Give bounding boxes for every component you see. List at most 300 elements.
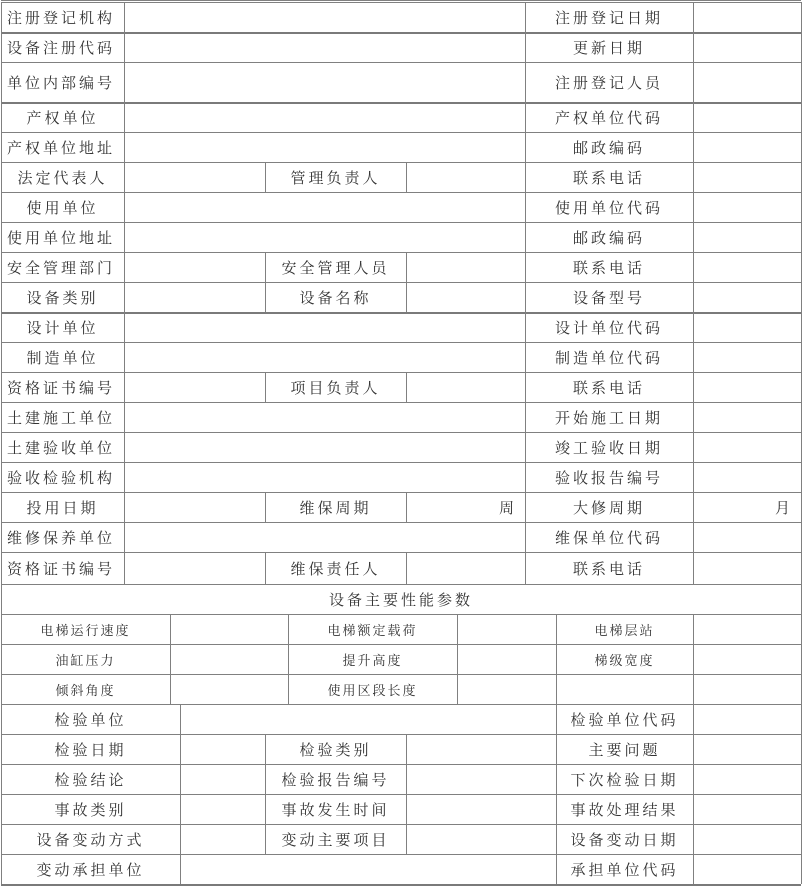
divider <box>525 102 526 132</box>
divider <box>1 614 2 644</box>
row-right-label: 大修周期 <box>572 498 645 517</box>
divider <box>124 32 125 62</box>
divider <box>288 674 289 704</box>
divider <box>693 402 694 432</box>
divider <box>406 794 407 824</box>
row-label: 设备注册代码 <box>7 38 116 57</box>
input-field[interactable] <box>693 462 801 492</box>
divider <box>406 552 407 584</box>
divider <box>801 584 802 614</box>
param-input[interactable] <box>693 644 801 674</box>
row-right-label: 制造单位代码 <box>554 348 663 367</box>
divider <box>525 2 526 32</box>
divider <box>1 764 2 794</box>
divider <box>525 402 526 432</box>
row-label: 资格证书编号 <box>7 559 116 578</box>
divider <box>124 252 125 282</box>
divider <box>1 674 2 704</box>
input-field[interactable] <box>406 794 556 824</box>
divider <box>556 824 557 854</box>
row-label: 产权单位地址 <box>7 138 116 157</box>
divider <box>556 854 557 884</box>
input-field[interactable] <box>124 162 265 192</box>
divider <box>693 162 694 192</box>
input-field[interactable] <box>693 432 801 462</box>
row-label: 单位内部编号 <box>7 73 116 92</box>
divider <box>1 102 2 132</box>
divider <box>1 32 2 62</box>
input-field[interactable] <box>124 522 525 552</box>
divider <box>1 462 2 492</box>
divider <box>265 764 266 794</box>
divider <box>1 402 2 432</box>
input-field[interactable] <box>124 462 525 492</box>
input-field[interactable] <box>180 794 265 824</box>
divider <box>124 432 125 462</box>
divider <box>525 132 526 162</box>
divider <box>801 402 802 432</box>
divider <box>801 312 802 342</box>
input-field[interactable] <box>693 734 801 764</box>
param-label: 倾斜角度 <box>55 683 116 699</box>
input-field[interactable] <box>693 192 801 222</box>
divider <box>1 854 2 884</box>
divider <box>693 734 694 764</box>
divider <box>1 192 2 222</box>
divider <box>170 644 171 674</box>
row-right-label: 注册登记人员 <box>554 73 663 92</box>
divider <box>801 372 802 402</box>
row-right-label: 竣工验收日期 <box>554 438 663 457</box>
divider <box>265 282 266 312</box>
inspection-right-label: 事故处理结果 <box>570 800 679 819</box>
divider <box>1 342 2 372</box>
divider <box>124 192 125 222</box>
row-right-label: 设计单位代码 <box>554 318 663 337</box>
param-input[interactable] <box>693 614 801 644</box>
input-field[interactable] <box>693 252 801 282</box>
param-label: 使用区段长度 <box>327 683 418 699</box>
row-right-label: 联系电话 <box>572 559 645 578</box>
input-field[interactable] <box>693 794 801 824</box>
input-field[interactable] <box>406 764 556 794</box>
input-field[interactable] <box>124 252 265 282</box>
row-label: 维修保养单位 <box>7 528 116 547</box>
divider <box>1 282 2 312</box>
inspection-label: 事故类别 <box>54 800 127 819</box>
input-field[interactable] <box>693 704 801 734</box>
input-field[interactable] <box>693 162 801 192</box>
divider <box>801 342 802 372</box>
input-field[interactable] <box>124 132 525 162</box>
param-label: 电梯运行速度 <box>40 623 131 639</box>
input-field[interactable] <box>124 552 265 584</box>
divider <box>406 282 407 312</box>
divider <box>556 644 557 674</box>
divider <box>525 62 526 102</box>
inspection-right-label: 主要问题 <box>588 740 661 759</box>
param-input[interactable] <box>170 674 288 704</box>
row-mid-label: 设备名称 <box>299 288 372 307</box>
divider <box>801 62 802 102</box>
row-label: 土建施工单位 <box>7 408 116 427</box>
row-right-label: 注册登记日期 <box>554 8 663 27</box>
input-field[interactable] <box>124 372 265 402</box>
divider <box>693 222 694 252</box>
divider <box>801 222 802 252</box>
divider <box>525 372 526 402</box>
row-label: 投用日期 <box>26 498 99 517</box>
row-mid-label: 项目负责人 <box>290 378 381 397</box>
divider <box>801 614 802 644</box>
divider <box>525 282 526 312</box>
divider <box>124 162 125 192</box>
input-field[interactable] <box>124 492 265 522</box>
divider <box>693 854 694 884</box>
param-input[interactable] <box>170 644 288 674</box>
divider <box>556 794 557 824</box>
row-right-label: 产权单位代码 <box>554 108 663 127</box>
inspection-label: 变动承担单位 <box>36 860 145 879</box>
divider <box>525 192 526 222</box>
input-field[interactable] <box>693 282 801 312</box>
divider <box>170 674 171 704</box>
divider <box>801 522 802 552</box>
divider <box>525 32 526 62</box>
divider <box>124 462 125 492</box>
row-right-label: 联系电话 <box>572 378 645 397</box>
input-field[interactable] <box>406 282 525 312</box>
divider <box>693 342 694 372</box>
row-right-label: 维保单位代码 <box>554 528 663 547</box>
divider <box>693 282 694 312</box>
divider <box>801 462 802 492</box>
divider <box>265 824 266 854</box>
divider <box>406 734 407 764</box>
row-mid-label: 管理负责人 <box>290 168 381 187</box>
inspection-label: 检验结论 <box>54 770 127 789</box>
divider <box>801 132 802 162</box>
row-mid-label: 维保责任人 <box>290 559 381 578</box>
divider <box>801 644 802 674</box>
param-label: 电梯层站 <box>594 623 655 639</box>
divider <box>1 432 2 462</box>
row-label: 使用单位地址 <box>7 228 116 247</box>
divider <box>801 854 802 884</box>
inspection-mid-label: 检验报告编号 <box>281 770 390 789</box>
divider <box>124 402 125 432</box>
divider <box>801 162 802 192</box>
divider <box>693 824 694 854</box>
divider <box>124 372 125 402</box>
divider <box>406 492 407 522</box>
input-field[interactable] <box>693 372 801 402</box>
row-right-label: 验收报告编号 <box>554 468 663 487</box>
divider <box>801 552 802 584</box>
divider <box>556 674 557 704</box>
divider <box>525 432 526 462</box>
divider <box>457 644 458 674</box>
divider <box>1 162 2 192</box>
row-label: 制造单位 <box>26 348 99 367</box>
row-label: 设计单位 <box>26 318 99 337</box>
param-input[interactable] <box>693 674 801 704</box>
divider <box>124 522 125 552</box>
inspection-label: 检验日期 <box>54 740 127 759</box>
row-right-label: 使用单位代码 <box>554 198 663 217</box>
row-right-label: 联系电话 <box>572 168 645 187</box>
input-field[interactable] <box>693 2 801 32</box>
divider <box>124 2 125 32</box>
divider <box>265 162 266 192</box>
input-field[interactable] <box>180 764 265 794</box>
divider <box>525 252 526 282</box>
divider <box>406 252 407 282</box>
divider <box>556 734 557 764</box>
input-field[interactable] <box>693 522 801 552</box>
row-right-label: 更新日期 <box>572 38 645 57</box>
divider <box>288 644 289 674</box>
divider <box>801 252 802 282</box>
divider <box>124 492 125 522</box>
divider <box>693 704 694 734</box>
divider <box>1 492 2 522</box>
divider <box>693 312 694 342</box>
divider <box>124 342 125 372</box>
divider <box>801 2 802 32</box>
input-field[interactable] <box>406 162 525 192</box>
param-input[interactable] <box>457 644 556 674</box>
input-field[interactable] <box>124 402 525 432</box>
divider <box>170 614 171 644</box>
divider <box>124 132 125 162</box>
divider <box>693 462 694 492</box>
param-label <box>556 674 693 704</box>
divider <box>556 704 557 734</box>
divider <box>801 794 802 824</box>
inspection-mid-label: 变动主要项目 <box>281 830 390 849</box>
inspection-right-label: 下次检验日期 <box>570 770 679 789</box>
row-mid-label: 维保周期 <box>299 498 372 517</box>
divider <box>124 222 125 252</box>
divider <box>1 62 2 102</box>
input-field[interactable] <box>124 62 525 102</box>
input-field[interactable] <box>693 132 801 162</box>
divider <box>693 764 694 794</box>
divider <box>1 584 2 614</box>
divider <box>693 132 694 162</box>
inspection-mid-label: 检验类别 <box>299 740 372 759</box>
input-field[interactable] <box>693 824 801 854</box>
divider <box>406 764 407 794</box>
input-field[interactable] <box>406 372 525 402</box>
input-field[interactable] <box>180 704 556 734</box>
input-field[interactable] <box>693 32 801 62</box>
input-field[interactable] <box>693 552 801 584</box>
input-field[interactable] <box>124 2 525 32</box>
divider <box>525 462 526 492</box>
unit-label: 周 <box>498 498 517 517</box>
divider <box>801 32 802 62</box>
divider <box>525 342 526 372</box>
divider <box>693 522 694 552</box>
inspection-right-label: 设备变动日期 <box>570 830 679 849</box>
row-label: 土建验收单位 <box>7 438 116 457</box>
row-right-label: 开始施工日期 <box>554 408 663 427</box>
divider <box>265 552 266 584</box>
divider <box>406 162 407 192</box>
divider <box>693 32 694 62</box>
param-input[interactable] <box>457 614 556 644</box>
inspection-mid-label: 事故发生时间 <box>281 800 390 819</box>
divider <box>124 102 125 132</box>
input-field[interactable] <box>406 252 525 282</box>
input-field[interactable] <box>693 402 801 432</box>
divider <box>1 704 2 734</box>
input-field[interactable] <box>180 734 265 764</box>
divider <box>693 492 694 522</box>
section-title: 设备主要性能参数 <box>328 590 473 609</box>
inspection-label: 设备变动方式 <box>36 830 145 849</box>
param-label: 提升高度 <box>342 653 403 669</box>
divider <box>525 522 526 552</box>
divider <box>525 492 526 522</box>
divider <box>801 764 802 794</box>
input-field[interactable] <box>693 62 801 102</box>
input-field[interactable] <box>406 734 556 764</box>
input-field[interactable] <box>124 312 525 342</box>
unit-label: 月 <box>774 498 793 517</box>
divider <box>525 312 526 342</box>
divider <box>801 282 802 312</box>
input-field[interactable] <box>406 824 556 854</box>
divider <box>1 734 2 764</box>
divider <box>693 192 694 222</box>
divider <box>1 552 2 584</box>
input-field[interactable] <box>693 764 801 794</box>
divider <box>1 222 2 252</box>
divider <box>693 674 694 704</box>
input-field[interactable] <box>124 342 525 372</box>
divider <box>693 552 694 584</box>
divider <box>265 372 266 402</box>
divider <box>124 552 125 584</box>
divider <box>801 102 802 132</box>
divider <box>1 794 2 824</box>
divider <box>265 794 266 824</box>
row-right-label: 邮政编码 <box>572 228 645 247</box>
divider <box>124 282 125 312</box>
divider <box>1 132 2 162</box>
divider <box>801 674 802 704</box>
divider <box>457 674 458 704</box>
divider <box>801 432 802 462</box>
divider <box>525 162 526 192</box>
input-field[interactable] <box>124 222 525 252</box>
divider <box>525 552 526 584</box>
row-label: 法定代表人 <box>17 168 108 187</box>
param-input[interactable] <box>457 674 556 704</box>
param-label: 梯级宽度 <box>594 653 655 669</box>
divider <box>525 222 526 252</box>
row-label: 产权单位 <box>26 108 99 127</box>
divider <box>693 62 694 102</box>
row-label: 设备类别 <box>26 288 99 307</box>
divider <box>124 312 125 342</box>
divider <box>406 824 407 854</box>
row-label: 验收检验机构 <box>7 468 116 487</box>
divider <box>801 192 802 222</box>
input-field[interactable] <box>180 854 556 884</box>
input-field[interactable] <box>693 222 801 252</box>
divider <box>457 614 458 644</box>
divider <box>801 734 802 764</box>
row-label: 注册登记机构 <box>7 8 116 27</box>
inspection-label: 检验单位 <box>54 710 127 729</box>
divider <box>1 0 801 1</box>
divider <box>693 614 694 644</box>
divider <box>693 252 694 282</box>
divider <box>265 252 266 282</box>
input-field[interactable] <box>406 552 525 584</box>
divider <box>1 372 2 402</box>
divider <box>801 492 802 522</box>
divider <box>265 492 266 522</box>
input-field[interactable] <box>124 32 525 62</box>
row-label: 安全管理部门 <box>7 258 116 277</box>
row-right-label: 设备型号 <box>572 288 645 307</box>
divider <box>556 764 557 794</box>
input-field[interactable] <box>124 102 525 132</box>
input-field[interactable] <box>693 312 801 342</box>
row-mid-label: 安全管理人员 <box>281 258 390 277</box>
divider <box>1 824 2 854</box>
input-field[interactable] <box>124 432 525 462</box>
divider <box>265 734 266 764</box>
divider <box>124 62 125 102</box>
param-label: 电梯额定载荷 <box>327 623 418 639</box>
divider <box>1 312 2 342</box>
divider <box>693 102 694 132</box>
divider <box>1 522 2 552</box>
divider <box>1 884 801 886</box>
input-field[interactable] <box>180 824 265 854</box>
input-field[interactable] <box>124 282 265 312</box>
divider <box>1 644 2 674</box>
divider <box>693 432 694 462</box>
divider <box>693 644 694 674</box>
inspection-right-label: 承担单位代码 <box>570 860 679 879</box>
input-field[interactable] <box>693 342 801 372</box>
input-field[interactable] <box>693 854 801 884</box>
input-field[interactable] <box>124 192 525 222</box>
divider <box>288 614 289 644</box>
divider <box>801 824 802 854</box>
divider <box>693 372 694 402</box>
input-field[interactable] <box>693 102 801 132</box>
divider <box>801 704 802 734</box>
param-label: 油缸压力 <box>55 653 116 669</box>
divider <box>693 794 694 824</box>
divider <box>556 614 557 644</box>
divider <box>406 372 407 402</box>
row-right-label: 联系电话 <box>572 258 645 277</box>
row-label: 使用单位 <box>26 198 99 217</box>
divider <box>1 2 2 32</box>
divider <box>1 252 2 282</box>
inspection-right-label: 检验单位代码 <box>570 710 679 729</box>
param-input[interactable] <box>170 614 288 644</box>
